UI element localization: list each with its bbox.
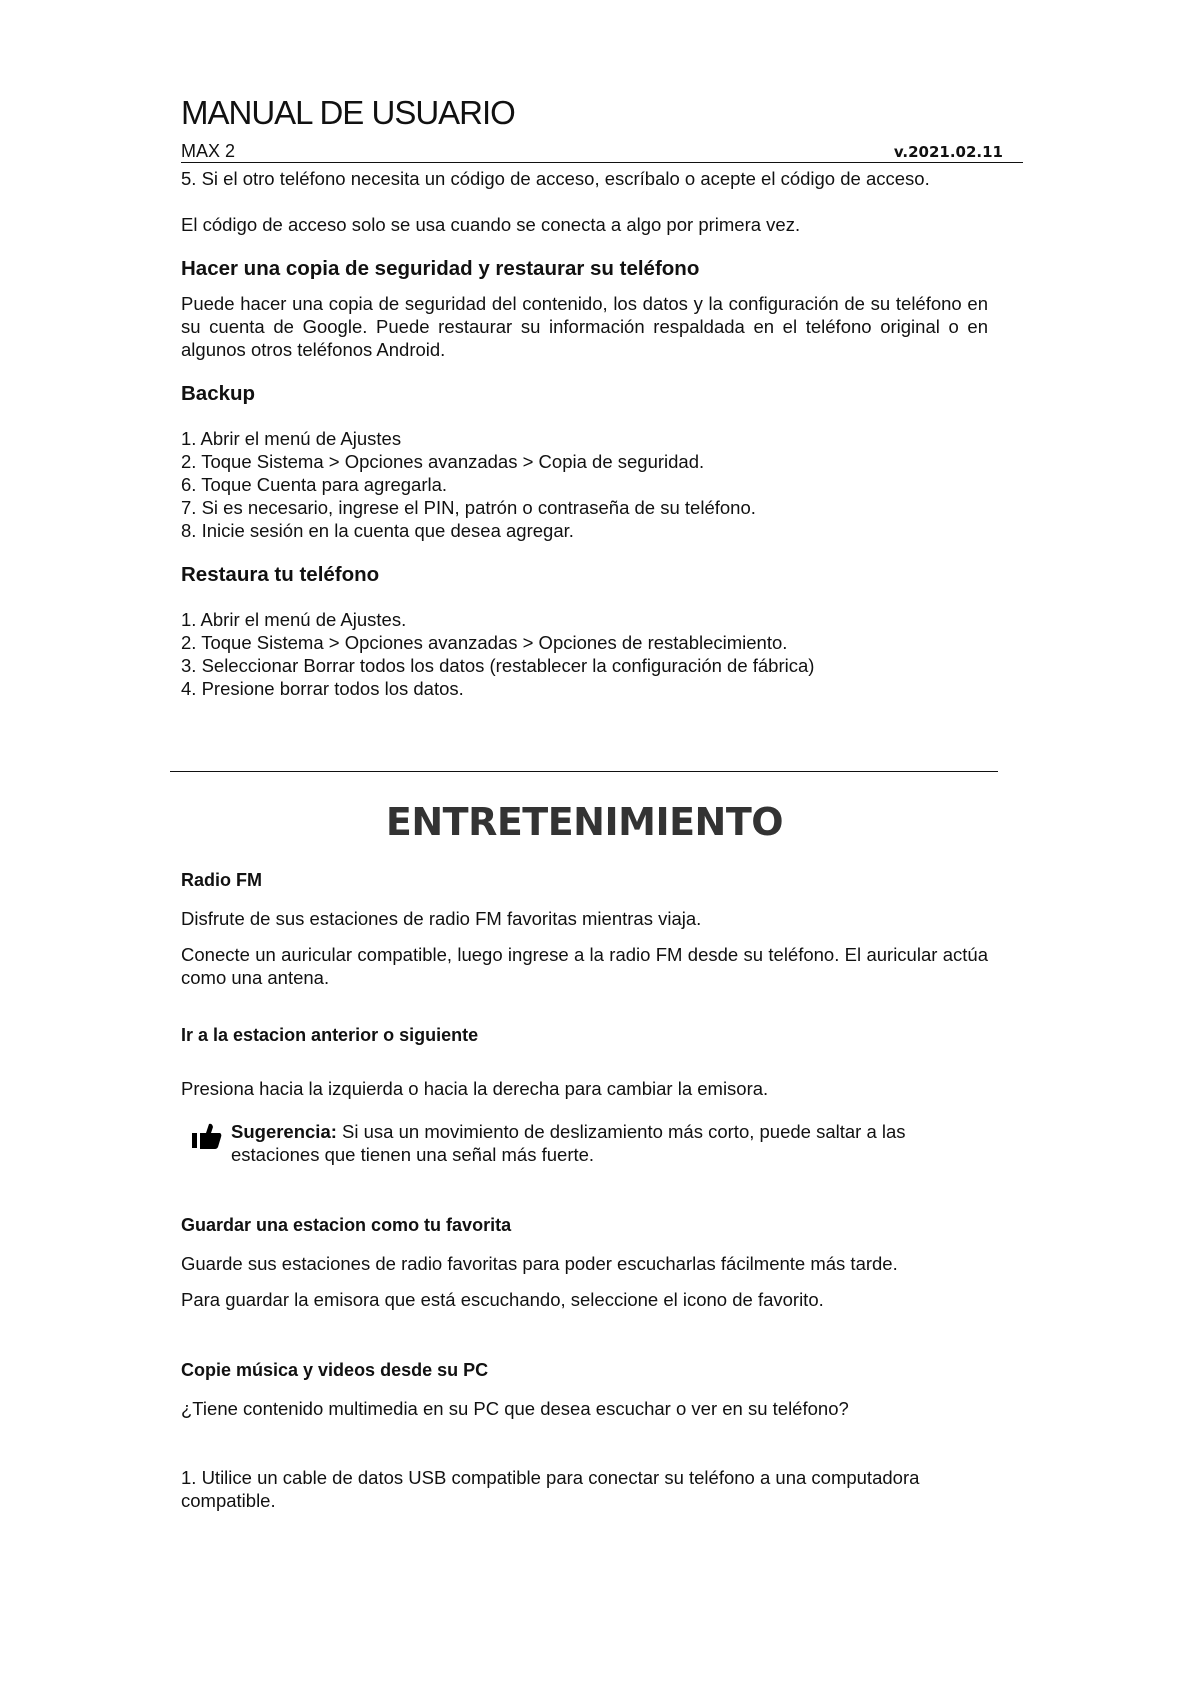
model-name: MAX 2 [181,141,236,161]
content-top [181,167,988,700]
backup-restore-paragraph: Puede hacer una copia de seguridad del contenido, los datos y la configuración de su teléfono en su cuenta de Google. Puede restaurar su información respaldada en el teléfono original o en algunos otros teléfonos Android. [181,293,988,360]
backup-restore-heading: Hacer una copia de seguridad y restaurar su teléfono [181,257,700,280]
list-item: 8. Inicie sesión en la cuenta que desea agregar. [181,520,574,541]
list-item: 1. Abrir el menú de Ajustes. [181,609,407,630]
radio-fm-heading: Radio FM [181,870,262,890]
copy-media-heading: Copie música y videos desde su PC [181,1360,489,1380]
tip-text [231,1120,988,1166]
access-code-note: El código de acceso solo se usa cuando se conecta a algo por primera vez. [181,214,801,235]
step-5-paragraph: 5. Si el otro teléfono necesita un código de acceso, escríbalo o acepte el código de acceso. [181,168,930,189]
version-label: v.2021.02.11 [893,143,1003,161]
list-item: 7. Si es necesario, ingrese el PIN, patrón o contraseña de su teléfono. [181,497,756,518]
copy-media-paragraph: ¿Tiene contenido multimedia en su PC que desea escuchar o ver en su teléfono? [181,1398,849,1419]
thumbs-up-icon [191,1122,223,1150]
favorite-paragraph-1: Guarde sus estaciones de radio favoritas para poder escucharlas fácilmente más tarde. [181,1253,898,1274]
section-divider [170,771,998,772]
list-item: 6. Toque Cuenta para agregarla. [181,474,448,495]
backup-heading: Backup [181,382,256,405]
entertainment-title: ENTRETENIMIENTO [385,800,784,844]
backup-steps-list [181,427,988,542]
list-item: 4. Presione borrar todos los datos. [181,678,464,699]
document-title: MANUAL DE USUARIO [181,94,515,131]
list-item: 2. Toque Sistema > Opciones avanzadas > Copia de seguridad. [181,451,705,472]
tip-body: Si usa un movimiento de deslizamiento más corto, puede saltar a las estaciones que tienen una señal más fuerte. [231,1121,906,1165]
header-subline [181,140,1023,163]
content-entertainment [181,869,988,1512]
list-item: 1. Abrir el menú de Ajustes [181,428,402,449]
tip-box [181,1120,988,1166]
list-item: 3. Seleccionar Borrar todos los datos (restablecer la configuración de fábrica) [181,655,815,676]
radio-fm-paragraph-1: Disfrute de sus estaciones de radio FM favoritas mientras viaja. [181,908,702,929]
favorite-paragraph-2: Para guardar la emisora que está escuchando, seleccione el icono de favorito. [181,1289,824,1310]
station-nav-heading: Ir a la estacion anterior o siguiente [181,1025,479,1045]
favorite-heading: Guardar una estacion como tu favorita [181,1215,512,1235]
copy-media-step-1: 1. Utilice un cable de datos USB compatible para conectar su teléfono a una computadora compatible. [181,1467,920,1511]
list-item: 2. Toque Sistema > Opciones avanzadas > Opciones de restablecimiento. [181,632,788,653]
tip-label: Sugerencia: [231,1121,337,1142]
station-nav-paragraph: Presiona hacia la izquierda o hacia la derecha para cambiar la emisora. [181,1078,769,1099]
restore-heading: Restaura tu teléfono [181,563,380,586]
restore-steps-list [181,608,988,700]
radio-fm-paragraph-2: Conecte un auricular compatible, luego ingrese a la radio FM desde su teléfono. El auricular actúa como una antena. [181,944,988,988]
